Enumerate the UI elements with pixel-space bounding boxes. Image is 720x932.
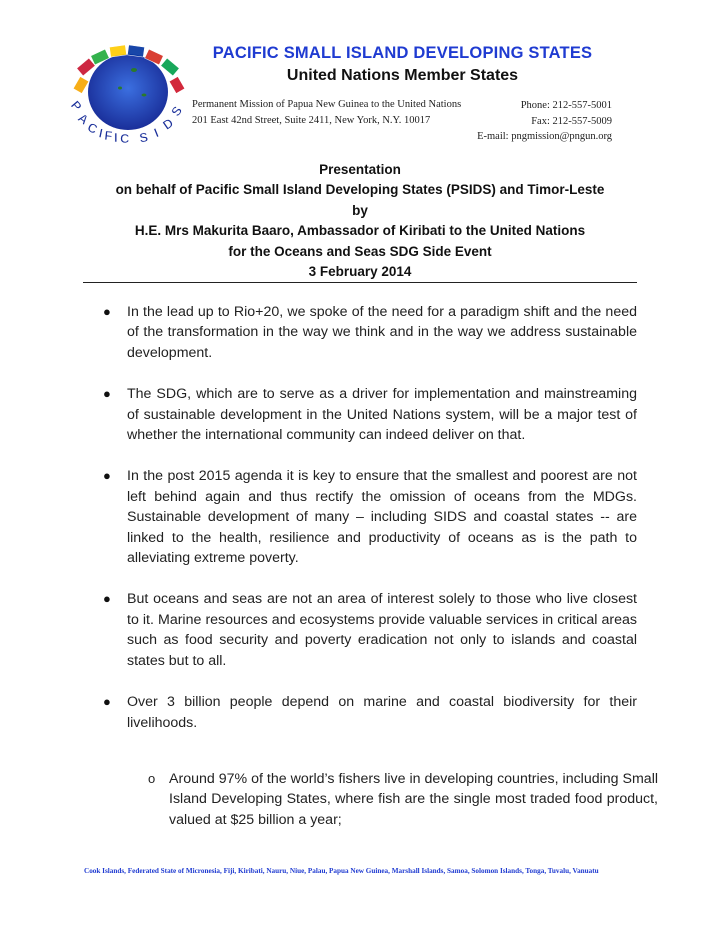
- svg-text:A: A: [75, 110, 92, 128]
- list-item-text: In the lead up to Rio+20, we spoke of the need for a paradigm shift and the need of the transformation in the way we think and in the way we address sustainable development.: [127, 304, 637, 361]
- circle-bullet-icon: o: [148, 771, 156, 786]
- org-subtitle: United Nations Member States: [286, 67, 519, 84]
- title-line: 3 February 2014: [308, 264, 412, 280]
- presentation-title: [80, 160, 640, 282]
- list-item: [103, 384, 637, 445]
- list-item: [103, 302, 637, 363]
- svg-text:S: S: [138, 129, 150, 146]
- list-item: [103, 466, 637, 568]
- bullet-icon: ●: [103, 694, 111, 710]
- svg-text:D: D: [159, 115, 177, 133]
- svg-text:C: C: [85, 119, 100, 137]
- list-item-text: But oceans and seas are not an area of interest solely to those who live closest to it. Marine resources and ecosystems provide valuable services in critical areas such as food security and poverty eradication not only to islands and coastal states but to all.: [127, 591, 637, 669]
- sub-list-item: [148, 769, 658, 830]
- title-line: for the Oceans and Seas SDG Side Event: [228, 243, 492, 259]
- svg-text:P: P: [67, 97, 85, 114]
- bullet-icon: ●: [103, 591, 111, 607]
- svg-text:C: C: [120, 131, 130, 146]
- mission-address: 201 East 42nd Street, Suite 2411, New York, N.Y. 10017: [192, 115, 431, 126]
- list-item-text: Over 3 billion people depend on marine and coastal biodiversity for their livelihoods.: [127, 694, 637, 731]
- bullet-icon: ●: [103, 386, 111, 402]
- list-item-text: In the post 2015 agenda it is key to ensure that the smallest and poorest are not left behind again and thus rectify the omission of oceans from the MDGs. Sustainable development of many – including SIDS and coastal states -- are linked to the health, resilience and productivity of oceans as is the path to alleviating extreme poverty.: [127, 468, 637, 567]
- mission-name: Permanent Mission of Papua New Guinea to the United Nations: [192, 99, 462, 110]
- sub-list-item-text: Around 97% of the world’s fishers live in developing countries, including Small Island Developing States, where fish are the single most traded food product, valued at $25 billion a year;: [169, 771, 658, 828]
- bullet-icon: ●: [103, 468, 111, 484]
- pacific-sids-logo: [64, 40, 194, 150]
- bullet-icon: ●: [103, 304, 111, 319]
- title-divider: [83, 282, 637, 283]
- member-states-footer: Cook Islands, Federated State of Micronesia, Fiji, Kiribati, Nauru, Niue, Palau, Papua New Guinea, Marshall Islands, Samoa, Solomon Islands, Tonga, Tuvalu, Vanuatu: [84, 867, 599, 875]
- list-item: [103, 589, 637, 671]
- phone-number: Phone: 212-557-5001: [520, 100, 612, 111]
- svg-text:F: F: [103, 127, 114, 144]
- email-address[interactable]: E-mail: pngmission@pngun.org: [477, 131, 612, 142]
- title-line: Presentation: [319, 162, 401, 177]
- bullet-list: [103, 302, 637, 754]
- title-line: on behalf of Pacific Small Island Developing States (PSIDS) and Timor-Leste: [115, 182, 605, 198]
- svg-text:I: I: [114, 130, 118, 145]
- fax-number: Fax: 212-557-5009: [531, 116, 612, 127]
- svg-text:I: I: [97, 125, 105, 141]
- list-item-text: The SDG, which are to serve as a driver for implementation and mainstreaming of sustainable development in the United Nations system, will be a major test of whether the international community can indeed deliver on that.: [127, 386, 637, 444]
- org-title: PACIFIC SMALL ISLAND DEVELOPING STATES: [212, 44, 593, 62]
- svg-text:I: I: [151, 125, 161, 141]
- title-line: by: [352, 202, 368, 218]
- list-item: [103, 692, 637, 733]
- title-line: H.E. Mrs Makurita Baaro, Ambassador of Kiribati to the United Nations: [134, 223, 586, 239]
- svg-text:S: S: [167, 103, 186, 119]
